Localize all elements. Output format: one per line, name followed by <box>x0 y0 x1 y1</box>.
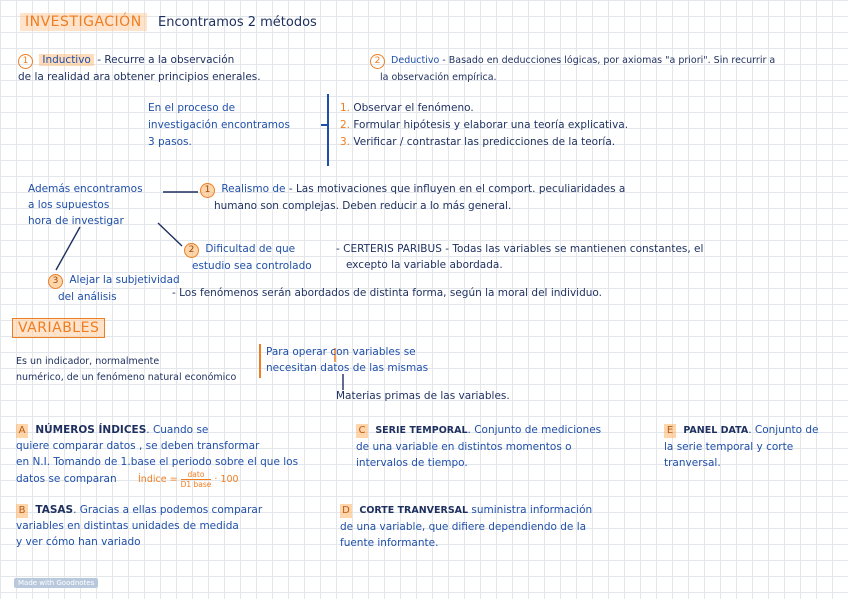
supuesto-number-2: 2 <box>184 243 199 258</box>
supuesto-realismo-label: Realismo de <box>221 183 286 195</box>
supuesto-dificultad-text: - CERTERIS PARIBUS - Todas las variables se mantienen constantes, el excepto la variable abordada. <box>336 243 704 271</box>
method-number-1: 1 <box>18 54 33 69</box>
corte-transversal-title: CORTE TRANVERSAL <box>359 505 469 516</box>
section-letter-d: D <box>340 504 352 518</box>
numeros-indices-title: NÚMEROS ÍNDICES <box>35 424 147 436</box>
section-letter-a: A <box>16 424 28 438</box>
deductive-label: Deductivo <box>391 55 440 66</box>
supuesto-realismo-text-1: - Las motivaciones que influyen en el comport. peculiaridades a <box>288 183 626 195</box>
supuesto-number-3: 3 <box>48 274 63 289</box>
inductive-text-1: - Recurre a la observación <box>97 54 235 66</box>
method-number-2: 2 <box>370 54 385 69</box>
variables-materias: Materias primas de las variables. <box>336 390 510 402</box>
serie-temporal-title: SERIE TEMPORAL <box>375 425 468 436</box>
supuesto-number-1: 1 <box>200 183 215 198</box>
process-step: 2. Formular hipótesis y elaborar una teoría explicativa. <box>340 119 629 131</box>
section-numeros-indices: A NÚMEROS ÍNDICES. Cuando se quiere comparar datos , se deben transformar en N.I. Tomando de 1.base el periodo sobre el que los datos se comparan Índice = $\frac{\text{dato}}{\text{D1 base}}$ · 100 <box>16 424 299 489</box>
process-step: 3. Verificar / contrastar las predicciones de la teoría. <box>340 136 616 148</box>
supuesto-realismo-text-2: humano son complejas. Deben reducir a lo más general. <box>214 200 512 212</box>
supuestos-intro-line-3: hora de investigar <box>28 215 124 227</box>
variables-definition: Es un indicador, normalmente numérico, de un fenómeno natural económico <box>16 356 237 383</box>
supuesto-subjetividad-label: 3 Alejar la subjetividad del análisis <box>48 272 180 305</box>
section-letter-b: B <box>16 504 28 518</box>
supuesto-realismo <box>200 181 625 214</box>
process-intro-line-1: En el proceso de <box>148 102 236 114</box>
variables-operate: Para operar con variables se necesitan datos de las mismas <box>266 346 429 374</box>
supuesto-subjetividad-text: - Los fenómenos serán abordados de distinta forma, según la moral del individuo. <box>172 287 602 299</box>
supuestos-intro-line-1: Además encontramos <box>28 183 143 195</box>
variables-bracket <box>259 344 261 378</box>
process-intro-line-2: investigación encontramos <box>148 119 290 131</box>
process-step: 1. Observar el fenómeno. <box>340 102 474 114</box>
index-formula: Índice = $\frac{\text{dato}}{\text{D1 base}}$ · 100 <box>138 470 239 489</box>
variables-heading-wrap <box>12 320 105 336</box>
inductive-label: Inductivo <box>39 54 94 66</box>
methods-subtitle: Encontramos 2 métodos <box>158 15 317 30</box>
inductive-text-2: de la realidad ara obtener principios enerales. <box>18 71 261 83</box>
panel-data-title: PANEL DATA <box>683 425 749 436</box>
section-tasas: B TASAS. Gracias a ellas podemos comparar variables en distintas unidades de medida y ver cómo han variado <box>16 504 263 548</box>
formula-fraction: $\frac{\text{dato}}{\text{D1 base}}$ <box>180 470 212 489</box>
investigacion-heading: INVESTIGACIÓN <box>20 13 147 31</box>
section-letter-c: C <box>356 424 368 438</box>
goodnotes-badge: Made with Goodnotes <box>14 578 98 588</box>
deductive-text-2: la observación empírica. <box>380 72 497 83</box>
section-serie-temporal: C SERIE TEMPORAL. Conjunto de mediciones de una variable en distintos momentos o intervalos de tiempo. <box>356 424 602 469</box>
section-letter-e: E <box>664 424 676 438</box>
supuesto-dificultad-label: 2 Dificultad de que estudio sea controlado <box>184 241 312 274</box>
section-corte-transversal: D CORTE TRANVERSAL suministra información de una variable, que difiere dependiendo de la fuente informante. <box>340 504 593 549</box>
section-panel-data: E PANEL DATA. Conjunto de la serie temporal y corte tranversal. <box>664 424 819 469</box>
tasas-title: TASAS <box>35 504 74 516</box>
variables-heading: VARIABLES <box>12 318 105 338</box>
supuestos-intro-line-2: a los supuestos <box>28 199 110 211</box>
deductive-text-1: - Basado en deducciones lógicas, por axiomas "a priori". Sin recurrir a <box>442 55 776 66</box>
process-intro-line-3: 3 pasos. <box>148 136 192 148</box>
